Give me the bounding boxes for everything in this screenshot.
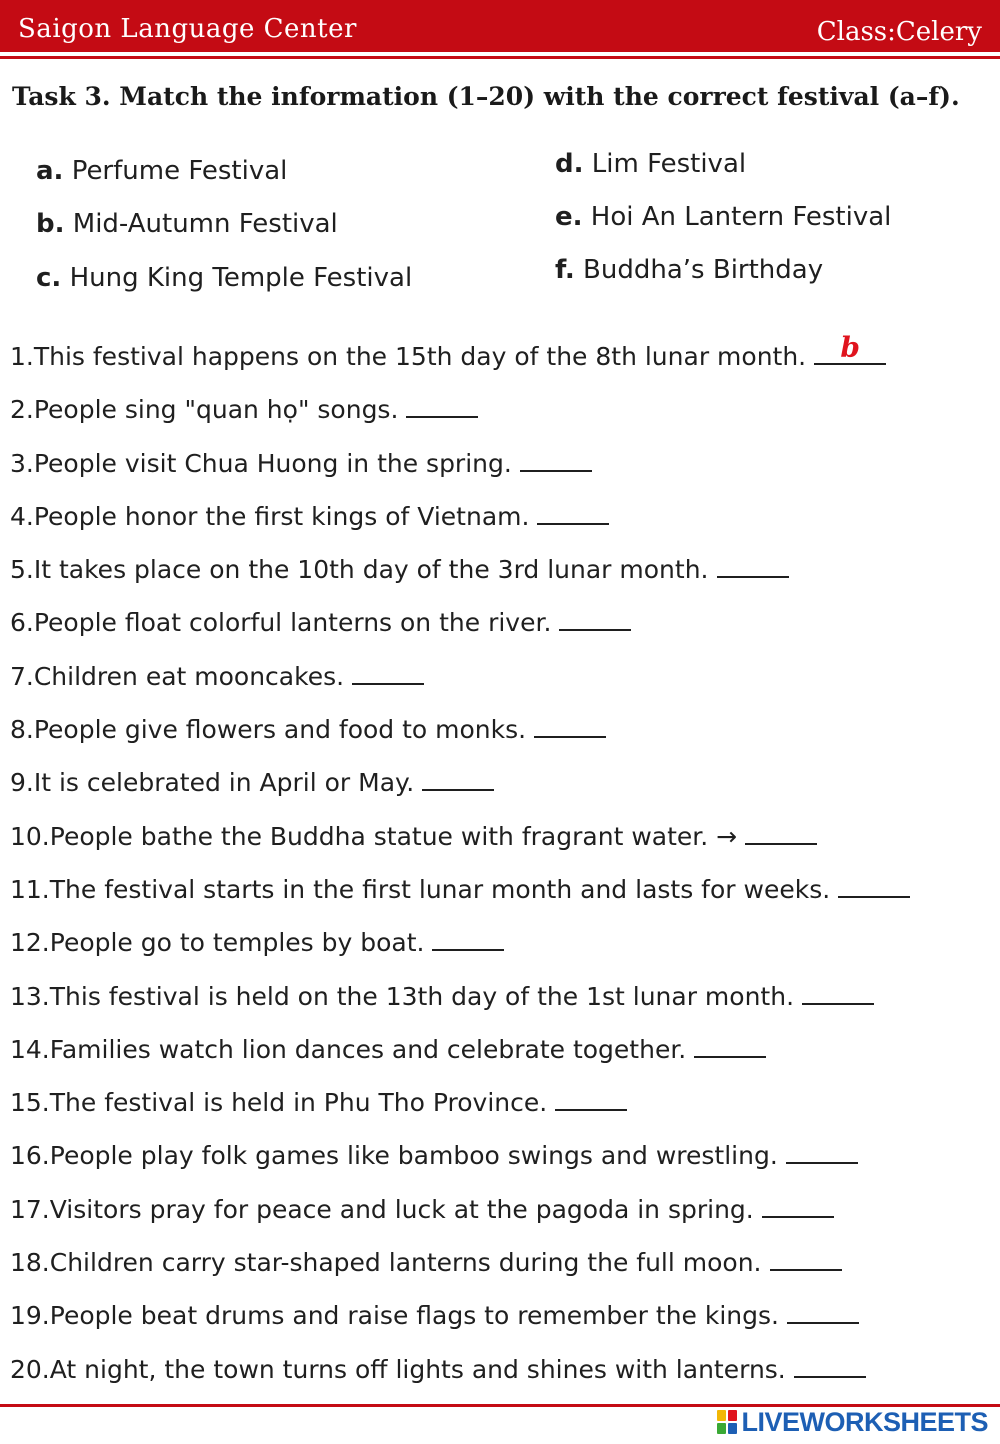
question-item	[10, 650, 1000, 703]
question-text: 6.People float colorful lanterns on the river.	[10, 608, 552, 638]
center-name: Saigon Language Center	[18, 14, 357, 44]
header-bar	[0, 0, 1000, 52]
question-item	[10, 863, 1000, 916]
option-letter: b.	[36, 209, 65, 239]
question-item	[10, 1183, 1000, 1236]
answer-value: b	[840, 331, 860, 364]
question-text: 5.It takes place on the 10th day of the 3rd lunar month.	[10, 555, 709, 585]
answer-blank[interactable]	[534, 710, 606, 738]
answer-blank[interactable]	[406, 390, 478, 418]
question-text: 10.People bathe the Buddha statue with fragrant water. →	[10, 821, 738, 851]
answer-blank[interactable]	[537, 497, 609, 525]
question-text: 1.This festival happens on the 15th day of the 8th lunar month.	[10, 342, 807, 371]
option-letter: f.	[555, 255, 575, 285]
question-item	[10, 1129, 1000, 1182]
option-text: Hoi An Lantern Festival	[590, 202, 892, 232]
option-letter: e.	[555, 202, 583, 232]
answer-blank[interactable]	[802, 977, 874, 1005]
question-text: 18.Children carry star-shaped lanterns during the full moon.	[10, 1248, 762, 1278]
option-letter: c.	[36, 263, 62, 293]
option-text: Hung King Temple Festival	[69, 263, 413, 293]
answer-blank[interactable]	[432, 923, 504, 951]
option-text: Mid-Autumn Festival	[72, 209, 338, 239]
question-item	[10, 437, 1000, 490]
question-item	[10, 703, 1000, 756]
brand-name: LIVEWORKSHEETS	[741, 1406, 988, 1437]
question-text: 17.Visitors pray for peace and luck at the pagoda in spring.	[10, 1194, 754, 1224]
question-item	[10, 596, 1000, 649]
question-text: 20.At night, the town turns off lights and shines with lanterns.	[10, 1354, 786, 1384]
question-text: 8.People give flowers and food to monks.	[10, 715, 527, 745]
question-text: 19.People beat drums and raise flags to remember the kings.	[10, 1301, 779, 1331]
option-b	[36, 209, 338, 239]
question-item	[10, 756, 1000, 809]
question-list	[10, 330, 1000, 1396]
question-text: 7.Children eat mooncakes.	[10, 661, 345, 691]
liveworksheets-icon	[717, 1410, 737, 1434]
question-item	[10, 810, 1000, 863]
answer-blank[interactable]	[745, 817, 817, 845]
question-text: 3.People visit Chua Huong in the spring.	[10, 448, 512, 478]
option-text: Buddha’s Birthday	[583, 255, 824, 285]
task-heading: Task 3. Match the information (1–20) with the correct festival (a–f).	[12, 82, 960, 111]
question-item	[10, 916, 1000, 969]
answer-blank[interactable]	[555, 1083, 627, 1111]
answer-blank[interactable]	[794, 1350, 866, 1378]
question-text: 15.The festival is held in Phu Tho Province.	[10, 1088, 548, 1118]
question-text: 16.People play folk games like bamboo swings and wrestling.	[10, 1141, 778, 1171]
question-text: 2.People sing "quan họ" songs.	[10, 395, 399, 425]
question-text: 14.Families watch lion dances and celebrate together.	[10, 1034, 687, 1064]
answer-blank[interactable]	[694, 1030, 766, 1058]
option-c	[36, 263, 412, 293]
question-item	[10, 383, 1000, 436]
question-item	[10, 1236, 1000, 1289]
option-text: Perfume Festival	[71, 156, 288, 186]
question-item	[10, 490, 1000, 543]
question-item	[10, 970, 1000, 1023]
question-text: 9.It is celebrated in April or May.	[10, 768, 415, 798]
answer-blank[interactable]	[717, 550, 789, 578]
question-item	[10, 330, 1000, 383]
option-letter: a.	[36, 156, 64, 186]
option-letter: d.	[555, 149, 584, 179]
option-d	[555, 149, 746, 179]
option-f	[555, 255, 823, 285]
option-e	[555, 202, 891, 232]
liveworksheets-logo[interactable]	[717, 1405, 988, 1439]
question-item	[10, 1023, 1000, 1076]
option-a	[36, 156, 287, 186]
answer-blank[interactable]	[352, 657, 424, 685]
answer-blank[interactable]	[786, 1136, 858, 1164]
answer-blank[interactable]	[838, 870, 910, 898]
question-text: 11.The festival starts in the first lunar month and lasts for weeks.	[10, 874, 831, 904]
class-label: Class:Celery	[816, 17, 982, 47]
answer-blank[interactable]	[520, 444, 592, 472]
question-text: 4.People honor the first kings of Vietnam.	[10, 501, 530, 531]
question-item	[10, 543, 1000, 596]
question-text: 13.This festival is held on the 13th day of the 1st lunar month.	[10, 981, 795, 1011]
answer-blank[interactable]	[559, 603, 631, 631]
answer-blank[interactable]	[422, 763, 494, 791]
question-item	[10, 1076, 1000, 1129]
header-divider	[0, 56, 1000, 59]
answer-blank[interactable]	[770, 1243, 842, 1271]
question-text: 12.People go to temples by boat.	[10, 928, 425, 958]
answer-blank[interactable]	[814, 331, 886, 365]
question-item	[10, 1289, 1000, 1342]
answer-blank[interactable]	[787, 1296, 859, 1324]
answer-blank[interactable]	[762, 1190, 834, 1218]
question-item	[10, 1343, 1000, 1396]
option-text: Lim Festival	[591, 149, 747, 179]
